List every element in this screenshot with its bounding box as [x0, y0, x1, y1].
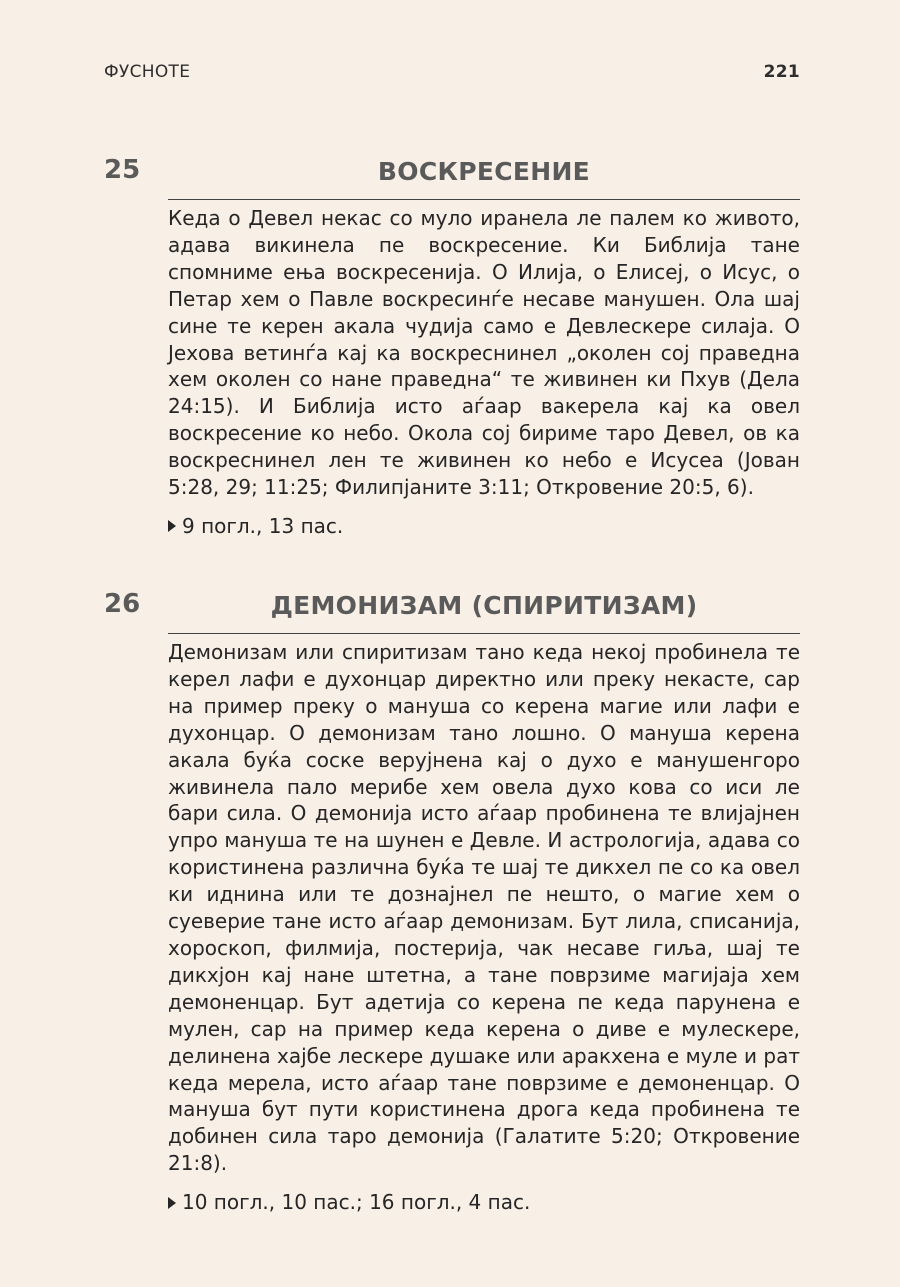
- section-number: 25: [104, 155, 141, 185]
- section-title: ДЕМОНИЗАМ (СПИРИТИЗАМ): [270, 591, 698, 620]
- chapter-reference: [168, 513, 800, 540]
- triangle-bullet-icon: [168, 520, 176, 532]
- section-heading: [104, 589, 800, 629]
- section-body: [168, 205, 800, 540]
- triangle-bullet-icon: [168, 1197, 176, 1209]
- page-number: 221: [763, 62, 800, 82]
- reference-text: 10 погл., 10 пас.; 16 погл., 4 пас.: [182, 1190, 531, 1215]
- heading-rule: [168, 199, 800, 200]
- footnote-section-26: [104, 589, 800, 1216]
- footnote-section-25: [104, 155, 800, 540]
- chapter-reference: [168, 1189, 800, 1216]
- section-body: [168, 639, 800, 1216]
- section-paragraph: Кеда о Девел некас со муло иранела ле палем ко живото, адава викинела пе воскресение. Ки Библија тане спомниме ења воскресенија. О Илија, о Елисеј, о Исус, о Петар хем о Павле воскресинѓе несаве манушен. Ола шај сине те керен акала чудија само е Девлескере силаја. О Јехова ветинѓа кај ка воскреснинел „околен сој праведна хем околен со нане праведна“ те живинен ки Пхув (Дела 24:15). И Библија исто аѓаар вакерела кај ка овел воскресение ко небо. Окола сој бириме таро Девел, ов ка воскреснинел лен те живинен ко небо е Исусеа (Јован 5:28, 29; 11:25; Филипјаните 3:11; Откровение 20:5, 6).: [168, 206, 800, 500]
- reference-text: 9 погл., 13 пас.: [182, 513, 344, 538]
- section-number: 26: [104, 589, 141, 619]
- running-header: [104, 62, 800, 82]
- section-heading: [104, 155, 800, 195]
- heading-rule: [168, 633, 800, 634]
- section-label: ФУСНОТЕ: [104, 62, 191, 82]
- section-title: ВОСКРЕСЕНИЕ: [377, 157, 591, 186]
- section-paragraph: Демонизам или спиритизам тано кеда некој пробинела те керел лафи е духонцар директно или преку некасте, сар на пример преку о мануша со керена магие или лафи е духонцар. О демонизам тано лошно. О мануша керена акала буќа соске верујнена кај о духо е манушенгоро живинела пало мерибе хем овела духо кова со иси ле бари сила. О демонија исто аѓаар пробинена те влијајнен упро мануша те на шунен е Девле. И астрологија, адава со користинена различна буќа те шај те дикхел пе со ка овел ки иднина или те дознајнел пе нешто, о магие хем о суеверие тане исто аѓаар демонизам. Бут лила, списанија, хороскоп, филмија, постерија, чак несаве гиља, шај те дикхјон кај нане штетна, а тане поврзиме магијаја хем демоненцар. Бут адетија со керена пе кеда парунена е мулен, сар на пример кеда керена о диве е мулескере, делинена хајбе лескере душаке или аракхена е муле и рат кеда мерела, исто аѓаар тане поврзиме е демоненцар. О мануша бут пути користинена дрога кеда пробинена те добинен сила таро демонија (Галатите 5:20; Откровение 21:8).: [168, 640, 800, 1176]
